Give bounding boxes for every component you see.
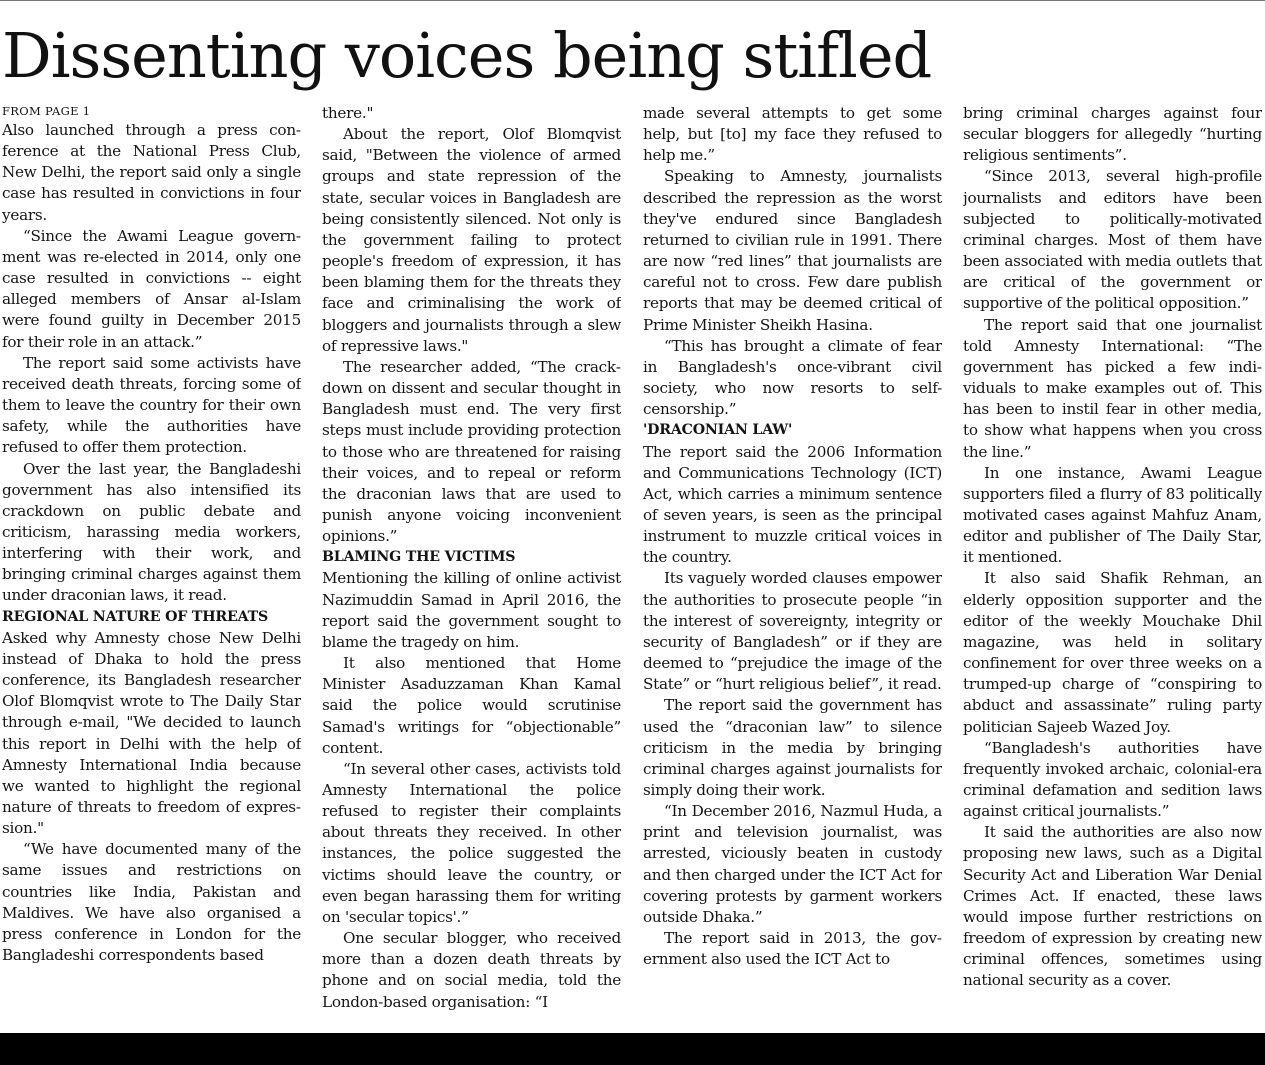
article-paragraph: Mentioning the killing of online activist Nazimuddin Samad in April 2016, the report said the government sought to blame the tragedy on him. — [322, 569, 621, 651]
article-paragraph: Over the last year, the Bangladeshi government has also intensified its crackdown on public debate and criticism, harassing media workers, interfering with their work, and bringing criminal charges against them under draconian laws, it read. — [2, 459, 301, 605]
article-paragraph: Speaking to Amnesty, journalists described the repression as the worst they've endured since Bangladesh returned to civilian rule in 1991. There are now “red lines” that journalists are careful not to cross. Few dare publish reports that may be deemed critical of Prime Minister Sheikh Hasina. — [643, 167, 942, 334]
article-paragraph: The report said that one journalist told Amnesty International: “The government has picked a few individuals to make examples out of. This has been to instil fear in other media, to show what happens when you cross the line.” — [963, 315, 1262, 461]
article-paragraph: “We have documented many of the same issues and restrictions on countries like India, Pakistan and Maldives. We have also organised a press conference in London for the Bangladeshi correspondents based — [2, 840, 301, 965]
page-jump-kicker: FROM PAGE 1 — [2, 104, 91, 118]
article-paragraph: It also mentioned that Home Minister Asaduzzaman Khan Kamal said the police would scrutinise Samad's writings for “objectionable” content. — [322, 654, 621, 757]
article-paragraph: The researcher added, “The crackdown on dissent and secular thought in Bangladesh must end. The very first steps must include providing protection to those who are threatened for raising their voices, and to repeal or reform the draconian laws that are used to punish anyone voicing inconvenient opinions.” — [322, 357, 621, 546]
article-paragraph: “Since the Awami League government was re-elected in 2014, only one case resulted in convictions -- eight alleged members of Ansar al-Islam were found guilty in December 2015 for their role in an attack.” — [2, 226, 301, 351]
section-subhead: 'DRACONIAN LAW' — [643, 422, 793, 439]
article-column-4 — [963, 103, 1262, 1033]
article-paragraph: “Bangladesh's authorities have frequently invoked archaic, colonial-era criminal defamation and sedition laws against critical journalists.” — [963, 738, 1262, 821]
article-column-2 — [322, 103, 621, 1033]
article-paragraph: there." — [322, 104, 374, 122]
article-paragraph: It said the authorities are also now proposing new laws, such as a Digital Security Act and Liberation War Denial Crimes Act. If enacted, these laws would impose further restrictions on freedom of expression by creating new criminal offences, sometimes using national security as a cover. — [963, 823, 1262, 990]
section-subhead: REGIONAL NATURE OF THREATS — [2, 608, 269, 625]
section-subhead: BLAMING THE VICTIMS — [322, 549, 516, 566]
article-paragraph: made several attempts to get some help, but [to] my face they refused to help me.” — [643, 104, 942, 165]
article-paragraph: The report said the 2006 Information and Communications Technology (ICT) Act, which carries a minimum sentence of seven years, is seen as the principal instrument to muzzle critical voices in the country. — [643, 442, 942, 567]
top-rule — [0, 0, 1265, 1]
article-headline: Dissenting voices being stifled — [2, 19, 932, 92]
article-column-3 — [643, 103, 942, 1033]
article-paragraph: “In December 2016, Nazmul Huda, a print and television journalist, was arrested, viciously beaten in custody and then charged under the ICT Act for covering protests by garment workers outside Dhaka.” — [643, 802, 942, 926]
article-column-1 — [2, 103, 301, 1033]
article-paragraph: It also said Shafik Rehman, an elderly opposition supporter and the editor of the weekly Mouchake Dhil magazine, was held in solitary confinement for over three weeks on a trumped-up charge of “conspiring to abduct and assassinate” ruling party politician Sajeeb Wazed Joy. — [963, 569, 1262, 736]
article-paragraph: bring criminal charges against four secular bloggers for allegedly “hurting religious sentiments”. — [963, 104, 1262, 165]
article-paragraph: The report said in 2013, the government also used the ICT Act to — [643, 929, 942, 969]
article-paragraph: In one instance, Awami League supporters filed a flurry of 83 politically motivated cases against Mahfuz Anam, editor and publisher of The Daily Star, it mentioned. — [963, 463, 1262, 567]
article-paragraph: “In several other cases, activists told Amnesty International the police refused to register their complaints about threats they received. In other instances, the police suggested the victims should leave the country, or even began harassing them for writing on 'secular topics'.” — [322, 759, 621, 926]
article-paragraph: Also launched through a press conference at the National Press Club, New Delhi, the report said only a single case has resulted in convictions in four years. — [2, 121, 301, 224]
article-paragraph: “Since 2013, several high-profile journalists and editors have been subjected to politically-motivated criminal charges. Most of them have been associated with media outlets that are critical of the government or supportive of the political opposition.” — [963, 167, 1262, 313]
article-paragraph: The report said the government has used the “draconian law” to silence criticism in the media by bringing criminal charges against journalists for simply doing their work. — [643, 696, 942, 799]
bottom-black-bar — [0, 1033, 1265, 1065]
article-paragraph: “This has brought a climate of fear in Bangladesh's once-vibrant civil society, who now resorts to self-censorship.” — [643, 336, 942, 419]
article-paragraph: Asked why Amnesty chose New Delhi instead of Dhaka to hold the press conference, its Bangladesh researcher Olof Blomqvist wrote to The Daily Star through e-mail, "We decided to launch this report in Delhi with the help of Amnesty International India because we wanted to highlight the regional nature of threats to freedom of expression." — [2, 628, 301, 838]
article-paragraph: The report said some activists have received death threats, forcing some of them to leave the country for their own safety, while the authorities have refused to offer them protection. — [2, 353, 301, 457]
article-paragraph: One secular blogger, who received more than a dozen death threats by phone and on social media, told the London-based organisation: “I — [322, 929, 621, 1011]
article-paragraph: About the report, Olof Blomqvist said, "Between the violence of armed groups and state repression of the state, secular voices in Bangladesh are being consistently silenced. Not only is the government failing to protect people's freedom of expression, it has been blaming them for the threats they face and criminalising the work of bloggers and journalists through a slew of repressive laws." — [322, 125, 621, 355]
article-paragraph: Its vaguely worded clauses empower the authorities to prosecute people “in the interest of sovereignty, integrity or security of Bangladesh” or if they are deemed to “prejudice the image of the State” or “hurt religious belief”, it read. — [643, 569, 942, 694]
